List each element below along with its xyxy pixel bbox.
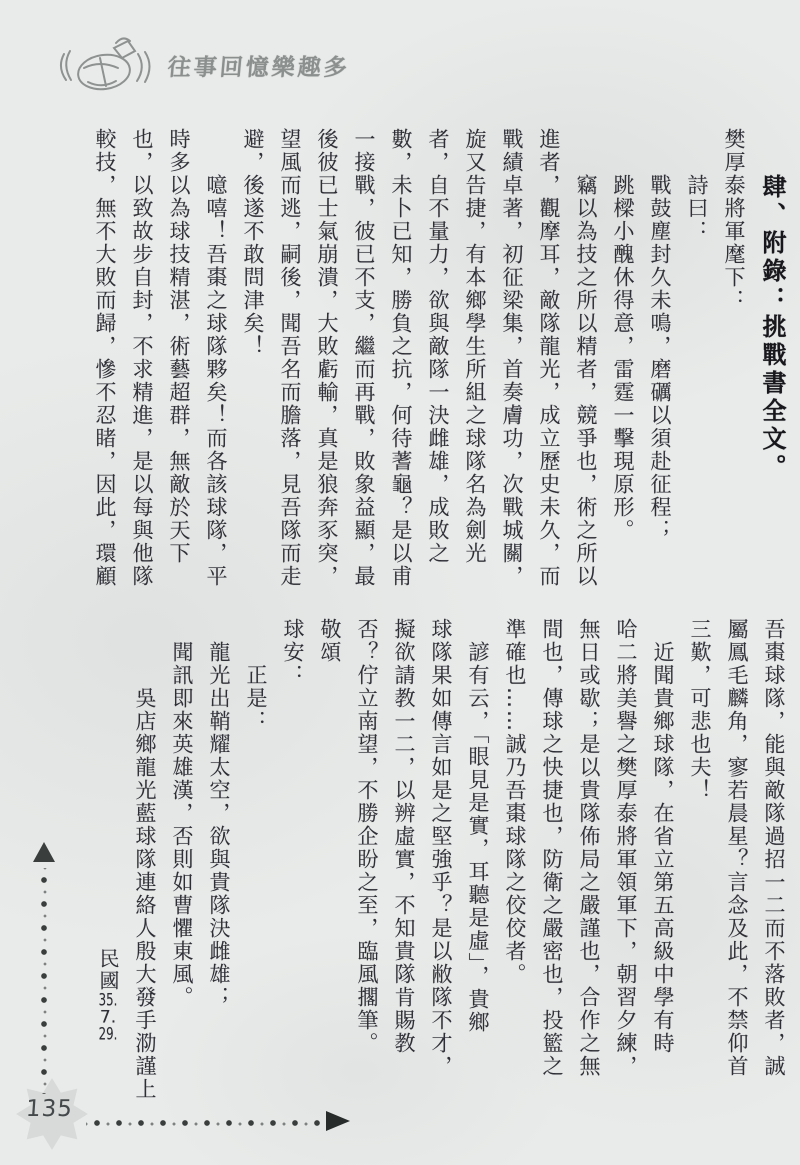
text-column: 球隊果如傳言如是之堅強乎？是以敝隊不才， [429,618,453,1078]
closing-salute-column: 球安： [281,618,305,687]
text-column: 哈二將美譽之樊厚泰將軍領軍下，朝習夕練， [614,618,638,1078]
text-column: 進者，觀摩耳，敵隊龍光，成立歷史未久，而 [537,128,561,588]
section-title: 肆、附錄：挑戰書全文。 [758,174,786,482]
text-column: 間也，傳球之快捷也，防衛之嚴密也，投籃之 [540,618,564,1078]
date-era: 民國 [96,948,120,992]
text-column: 也，以致故步自封，不求精進，是以每與他隊 [130,128,154,588]
text-column: 跳樑小醜休得意，雷霆一擊現原形。 [611,174,635,542]
signature-column: 吳店鄉龍光藍球隊連絡人殷大發手泐謹上 [133,687,157,1101]
text-column: 一接戰，彼已不支，繼而再戰，敗象益顯，最 [352,128,376,588]
text-column: 竊以為技之所以精者，競爭也，術之所以 [574,174,598,588]
text-column: 否？佇立南望，不勝企盼之至，臨風擱筆。 [355,618,379,1055]
text-column: 戰績卓著，初征梁集，首奏膚功，次戰城關， [500,128,524,588]
text-column: 詩曰： [685,174,709,243]
date-year: 35. [98,992,118,1009]
text-column: 近聞貴鄉球隊，在省立第五高級中學有時 [651,641,675,1055]
text-column: 後彼已士氣崩潰，大敗虧輸，真是狼奔豕突， [315,128,339,588]
signature-date [89,618,126,1110]
text-column: 樊厚泰將軍麾下： [722,128,746,312]
letter-lower-block [89,618,792,1110]
dotted-line-vertical [40,868,48,1094]
text-column: 吾棗球隊，能與敵隊過招一二而不落敗者，誠 [762,618,786,1078]
text-column: 擬欲請教一二，以辨虛實，不知貴隊肯賜教 [392,618,416,1055]
text-column: 噫嘻！吾棗之球隊夥矣！而各該球隊，平 [204,174,228,588]
text-column: 較技，無不大敗而歸，慘不忍睹，因此，環顧 [93,128,117,588]
date-day: 29. [98,1026,118,1043]
text-column: 屬鳳毛麟角，寥若晨星？言念及此，不禁仰首 [725,618,749,1078]
text-column: 戰鼓塵封久未鳴，磨礪以須赴征程； [648,174,672,542]
dotted-arrow-right-icon [326,1111,350,1131]
text-column: 正是： [244,664,268,733]
page-number: 135 [25,1096,74,1122]
text-column: 者，自不量力，欲與敵隊一決雌雄，成敗之 [426,128,450,565]
closing-salute-column: 敬頌 [318,618,342,664]
text-column: 三歎，可悲也夫！ [688,618,712,802]
date-month: 7. [99,1009,117,1026]
text-column: 旋又告捷，有本鄉學生所組之球隊名為劍光 [463,128,487,565]
dotted-line-horizontal [86,1119,322,1127]
letter-upper-block [86,128,792,620]
poem-column: 聞訊即來英雄漢，否則如曹懼東風。 [170,641,194,1009]
text-column: 無日或歇；是以貴隊佈局之嚴謹也，合作之無 [577,618,601,1078]
running-header-title: 往事回憶樂趣多 [166,54,351,81]
sketch-ball-doodle-icon [56,34,152,96]
dotted-arrow-up-icon [33,842,55,862]
text-column: 數，未卜已知，勝負之抗，何待蓍龜？是以甫 [389,128,413,588]
text-column: 望風而逃，嗣後，聞吾名而膽落，見吾隊而走 [278,128,302,588]
text-column: 避，後遂不敢問津矣！ [241,128,265,358]
text-column: 準確也……誠乃吾棗球隊之佼佼者。 [503,618,527,986]
poem-column: 龍光出鞘耀太空，欲與貴隊決雌雄； [207,641,231,1009]
text-column: 時多以為球技精湛，術藝超群，無敵於天下 [167,128,191,565]
text-column: 諺有云，「眼見是實，耳聽是虛」，貴鄉 [466,641,490,1034]
page-header [56,34,350,96]
